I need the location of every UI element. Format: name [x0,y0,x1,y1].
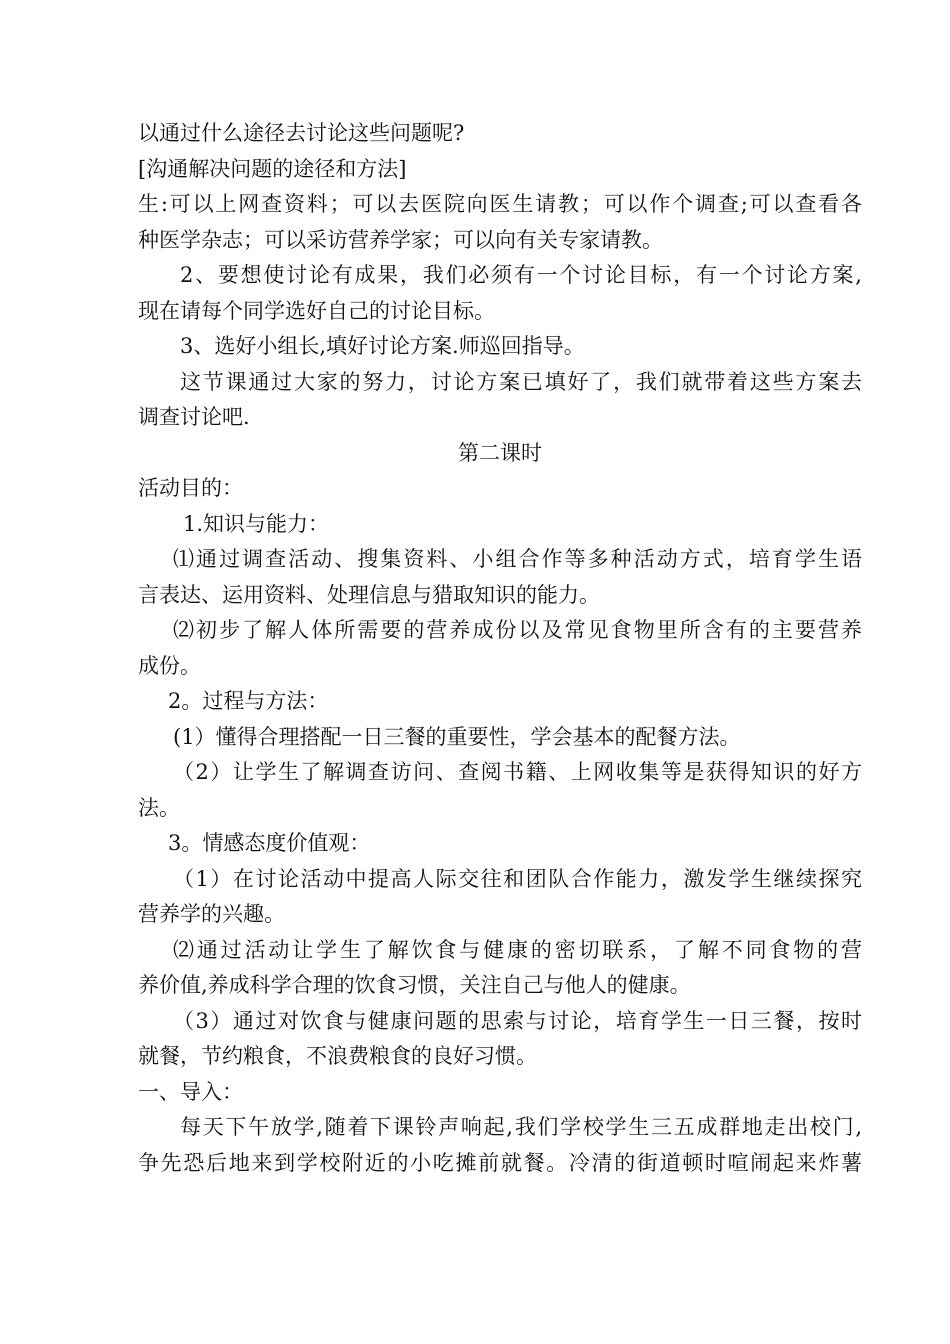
text-line: 言表达、运用资料、处理信息与猎取知识的能力。 [138,582,600,607]
text-line: 营养学的兴趣。 [138,902,285,926]
text-line: ⑵初步了解人体所需要的营养成份以及常见食物里所含有的主要营养 [173,618,862,642]
text-line: 生:可以上网查资料；可以去医院向医生请教；可以作个调查;可以查看各 [138,192,862,216]
text-line: 这节课通过大家的努力，讨论方案已填好了，我们就带着这些方案去 [180,369,862,394]
text-line: ⑵通过活动让学生了解饮食与健康的密切联系，了解不同食物的营 [173,937,862,962]
text-line: 养价值,养成科学合理的饮食习惯，关注自己与他人的健康。 [138,973,691,997]
text-line: [沟通解决问题的途径和方法] [138,156,407,181]
text-line: 成份。 [138,653,201,678]
text-line: 就餐，节约粮食，不浪费粮食的良好习惯。 [138,1044,537,1068]
text-line: 每天下午放学,随着下课铃声响起,我们学校学生三五成群地走出校门, [180,1115,862,1139]
text-line: 3、选好小组长,填好讨论方案.师巡回指导。 [180,334,585,358]
text-line: 法。 [138,795,180,820]
text-line: 以通过什么途径去讨论这些问题呢? [138,121,465,145]
text-line: 调查讨论吧. [138,405,250,429]
text-line: (1）懂得合理搭配一日三餐的重要性，学会基本的配餐方法。 [173,724,741,749]
text-line: （1）在讨论活动中提高人际交往和团队合作能力，激发学生继续探究 [173,866,862,891]
text-line: 1.知识与能力： [183,511,330,536]
text-line: 活动目的： [138,476,243,500]
text-line: 2。过程与方法： [168,689,329,713]
document-body [138,116,862,1181]
text-line: 现在请每个同学选好自己的讨论目标。 [138,298,495,323]
text-line: 2、要想使讨论有成果，我们必须有一个讨论目标，有一个讨论方案, [180,263,862,287]
text-line: 种医学杂志；可以采访营养学家；可以向有关专家请教。 [138,227,663,252]
text-line: （3）通过对饮食与健康问题的思索与讨论，培育学生一日三餐，按时 [173,1008,862,1033]
text-line: ⑴通过调查活动、搜集资料、小组合作等多种活动方式，培育学生语 [173,547,862,571]
text-line: 3。情感态度价值观： [168,831,371,855]
text-line: （2）让学生了解调查访问、查阅书籍、上网收集等是获得知识的好方 [173,760,862,784]
section-heading: 一、导入： [138,1079,243,1104]
section-heading: 第二课时 [458,440,542,465]
text-line: 争先恐后地来到学校附近的小吃摊前就餐。冷清的街道顿时喧闹起来炸薯 [138,1150,862,1175]
